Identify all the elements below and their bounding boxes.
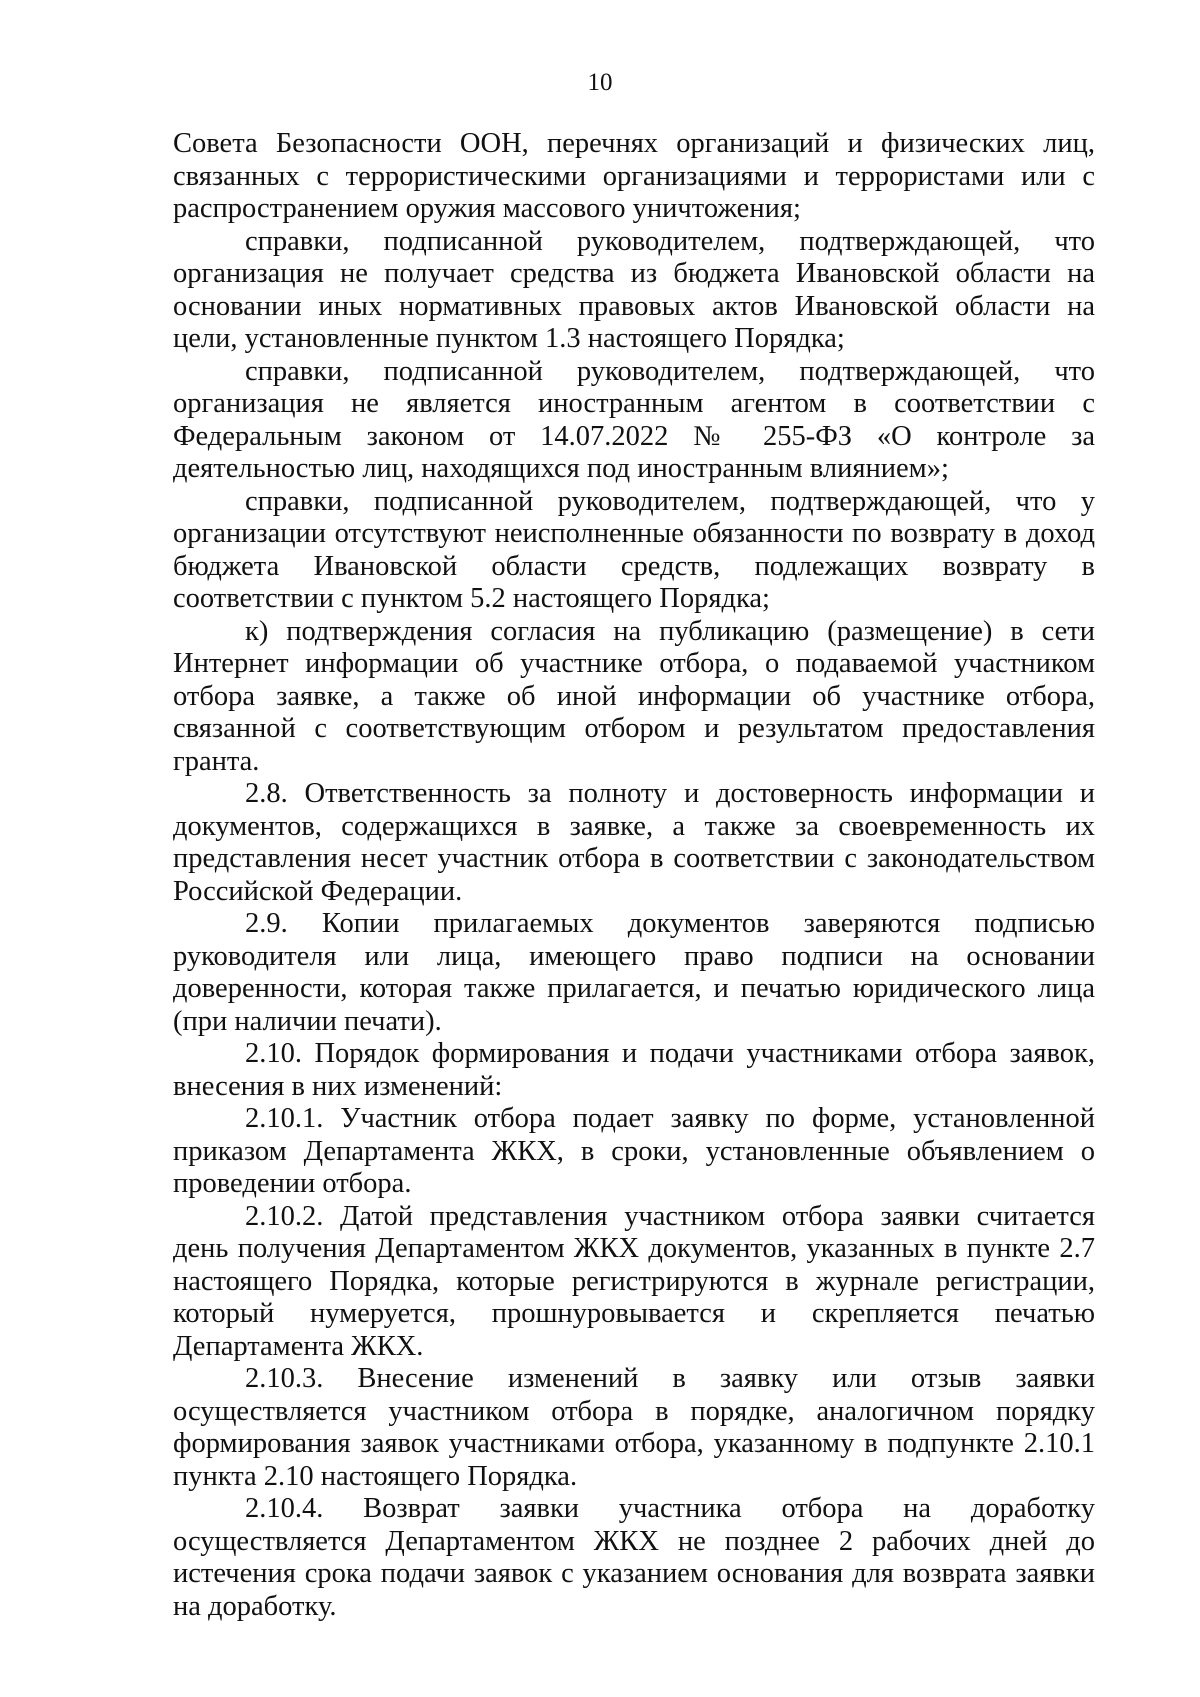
document-body — [173, 128, 1095, 1623]
paragraph-8: 2.10. Порядок формирования и подачи участниками отбора заявок, внесения в них изменений: — [173, 1038, 1095, 1102]
page-number: 10 — [587, 69, 613, 96]
paragraph-4: справки, подписанной руководителем, подтверждающей, что у организации отсутствуют неисполненные обязанности по возврату в доход бюджета Ивановской области средств, подлежащих возврату в соответствии с пунктом 5.2 настоящего Порядка; — [173, 485, 1095, 614]
paragraph-9: 2.10.1. Участник отбора подает заявку по форме, установленной приказом Департамента ЖКХ, в сроки, установленные объявлением о проведении отбора. — [173, 1103, 1095, 1199]
paragraph-10: 2.10.2. Датой представления участником отбора заявки считается день получения Департаментом ЖКХ документов, указанных в пункте 2.7 настоящего Порядка, которые регистрируются в журнале регистрации, который нумеруется, прошнуровывается и скрепляется печатью Департамента ЖКХ. — [173, 1200, 1095, 1362]
paragraph-11: 2.10.3. Внесение изменений в заявку или отзыв заявки осуществляется участником отбора в порядке, аналогичном порядку формирования заявок участниками отбора, указанному в подпункте 2.10.1 пункта 2.10 настоящего Порядка. — [173, 1363, 1095, 1492]
paragraph-12: 2.10.4. Возврат заявки участника отбора на доработку осуществляется Департаментом ЖКХ не позднее 2 рабочих дней до истечения срока подачи заявок с указанием основания для возврата заявки на доработку. — [173, 1493, 1095, 1622]
paragraph-6: 2.8. Ответственность за полноту и достоверность информации и документов, содержащихся в заявке, а также за своевременность их представления несет участник отбора в соответствии с законодательством Российской Федерации. — [173, 778, 1095, 907]
paragraph-3: справки, подписанной руководителем, подтверждающей, что организация не является иностранным агентом в соответствии с Федеральным законом от 14.07.2022 № 255-ФЗ «О контроле за деятельностью лиц, находящихся под иностранным влиянием»; — [173, 355, 1095, 484]
paragraph-5: к) подтверждения согласия на публикацию (размещение) в сети Интернет информации об участнике отбора, о подаваемой участником отбора заявке, а также об иной информации об участнике отбора, связанной с соответствующим отбором и результатом предоставления гранта. — [173, 615, 1095, 777]
paragraph-2: справки, подписанной руководителем, подтверждающей, что организация не получает средства из бюджета Ивановской области на основании иных нормативных правовых актов Ивановской области на цели, установленные пунктом 1.3 настоящего Порядка; — [173, 225, 1095, 354]
paragraph-7: 2.9. Копии прилагаемых документов заверяются подписью руководителя или лица, имеющего право подписи на основании доверенности, которая также прилагается, и печатью юридического лица (при наличии печати). — [173, 908, 1095, 1037]
paragraph-1: Совета Безопасности ООН, перечнях организаций и физических лиц, связанных с террористическими организациями и террористами или с распространением оружия массового уничтожения; — [173, 128, 1095, 224]
